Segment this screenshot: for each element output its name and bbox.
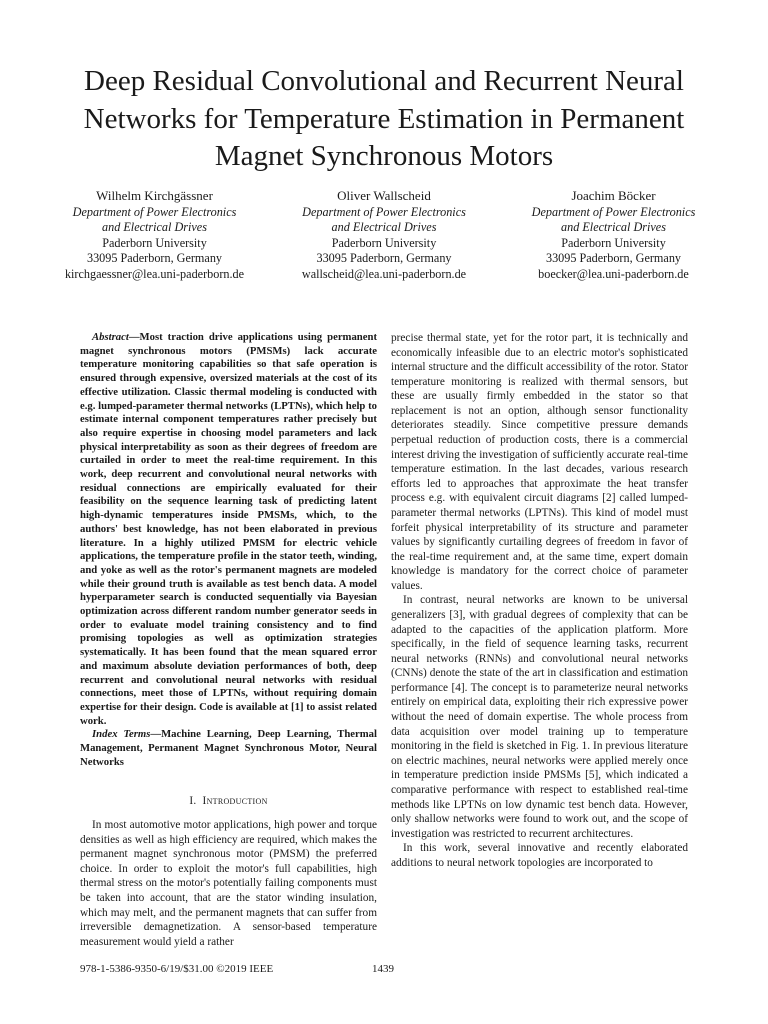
body-paragraph: In most automotive motor applications, high power and torque densities as well as high efficiency are required, which makes the permanent magnet synchronous motor (PMSM) the preferred choice. In order to exploit the motor's full capabilities, high thermal stress on the motor's potentially failing components must be taken into account, that are the stator winding insulation, which may melt, and the permanent magnets that can suffer from irreversible demagnetization. A sensor-based temperature measurement would yield a rather [80, 819, 377, 948]
index-terms [80, 728, 377, 769]
body-paragraph: In contrast, neural networks are known to be universal generalizers [3], with gradual degrees of complexity that can be adapted to the capacities of the application platform. More specifically, in the field of sequence learning tasks, recurrent neural networks (RNNs) and convolutional neural networks (CNNs) denote the state of the art in classification and estimation performance [4]. The concept is to parameterize neural networks entirely on empirical data, exploiting their rich expressive power without the need of domain expertise. The whole process from data acquisition over model training up to temperature monitoring in the field is sketched in Fig. 1. In previous literature on electric machines, neural networks were applied merely once in temperature prediction inside PMSMs [5], which indicated a comparative performance with respect to established real-time methods like LPTNs on low dynamic test bench data. However, only shallow networks were found to work out, and the scope of investigation was restricted to recurrent architectures. [391, 594, 688, 840]
abstract-text: —Most traction drive applications using permanent magnet synchronous motors (PMSMs) lack accurate temperature monitoring capabilities so that safe operation is ensured through expensive, oversized materials at the cost of its effective utilization. Classic thermal modeling is conducted with e.g. lumped-parameter thermal networks (LPTNs), which help to estimate internal component temperatures rather precisely but also require expertise in choosing model parameters and lack physical interpretability as soon as their degrees of freedom are curtailed in order to meet the real-time requirement. In this work, deep recurrent and convolutional neural networks with residual connections are empirically evaluated for their feasibility on the sequence learning task of predicting latent high-dynamic temperatures inside PMSMs, which, to the authors' best knowledge, has not been elaborated in previous literature. In a highly utilized PMSM for electric vehicle applications, the temperature profile in the stator teeth, winding, and yoke as well as the rotor's permanent magnets are modeled while their ground truth is available as test bench data. A model hyperparameter search is conducted sequentially via Bayesian optimization across different random number generator seeds in order to evaluate model training consistency and to find promising topologies as well as optimization strategies systematically. It has been found that the mean squared error and maximum absolute deviation performances of both, deep recurrent and convolutional neural networks with residual connections, meet those of LPTNs, without requiring domain expertise for their design. Code is available at [1] to assist related work. [80, 331, 377, 727]
author-3 [499, 188, 728, 283]
author-university: Paderborn University [331, 235, 437, 250]
author-email: kirchgaessner@lea.uni-paderborn.de [64, 266, 245, 281]
body-paragraph: precise thermal state, yet for the rotor part, it is technically and economically infeasible due to an electric motor's sophisticated internal structure and the difficult accessibility of the rotor. Stator temperature monitoring is realized with thermal sensors, but these are usually firmly embedded in the stator so that replacement is not an option, although sensor functionality deteriorates steadily. Since competitive pressure demands perpetual reduction of production costs, there is a commercial interest driving the investigation of sufficiently accurate real-time temperature estimation. In the last decades, various research efforts led to approaches that approximate the heat transfer process e.g. with equivalent circuit diagrams [2] called lumped-parameter thermal networks (LPTNs). This kind of model must forfeit physical interpretability of its structure and parameter values by significantly curtailing degrees of freedom in favor of the real-time requirement and, at the same time, expert domain knowledge is mandatory for the correct choice of parameter values. [391, 332, 688, 592]
author-2 [270, 188, 499, 283]
index-terms-label: Index Terms [92, 728, 151, 741]
index-terms-text: —Machine Learning, Deep Learning, Thermal Management, Permanent Magnet Synchronous Motor, Neural Networks [80, 728, 377, 768]
author-department: Department of Power Electronics [72, 204, 237, 219]
author-city: 33095 Paderborn, Germany [316, 251, 452, 266]
left-column [80, 331, 377, 949]
author-email: wallscheid@lea.uni-paderborn.de [301, 266, 467, 281]
author-department-line2: and Electrical Drives [561, 220, 666, 235]
section-heading [80, 794, 377, 809]
section-title: Introduction [202, 794, 268, 807]
author-university: Paderborn University [102, 235, 207, 250]
author-name: Oliver Wallscheid [337, 188, 431, 203]
author-university: Paderborn University [561, 235, 666, 250]
author-department-line2: and Electrical Drives [102, 220, 207, 235]
copyright-notice: 978-1-5386-9350-6/19/$31.00 ©2019 IEEE [80, 963, 274, 975]
author-block [40, 188, 728, 283]
author-name: Wilhelm Kirchgässner [96, 188, 213, 203]
body-paragraph: In this work, several innovative and recently elaborated additions to neural network topologies are incorporated to [391, 842, 688, 869]
abstract-label: Abstract [92, 331, 129, 343]
right-column [391, 331, 688, 870]
author-email: boecker@lea.uni-paderborn.de [538, 266, 689, 281]
page-number: 1439 [372, 963, 394, 975]
author-city: 33095 Paderborn, Germany [86, 251, 223, 266]
author-department: Department of Power Electronics [302, 204, 466, 219]
author-department-line2: and Electrical Drives [331, 220, 437, 235]
author-1 [40, 188, 269, 283]
author-name: Joachim Böcker [571, 188, 656, 203]
author-department: Department of Power Electronics [531, 204, 696, 219]
paper-title: Deep Residual Convolutional and Recurrent Neural Networks for Temperature Estimation in Permanent Magnet Synchronous Motors [83, 65, 685, 172]
section-number: I. [189, 794, 197, 807]
abstract [80, 331, 377, 728]
author-city: 33095 Paderborn, Germany [545, 251, 682, 266]
